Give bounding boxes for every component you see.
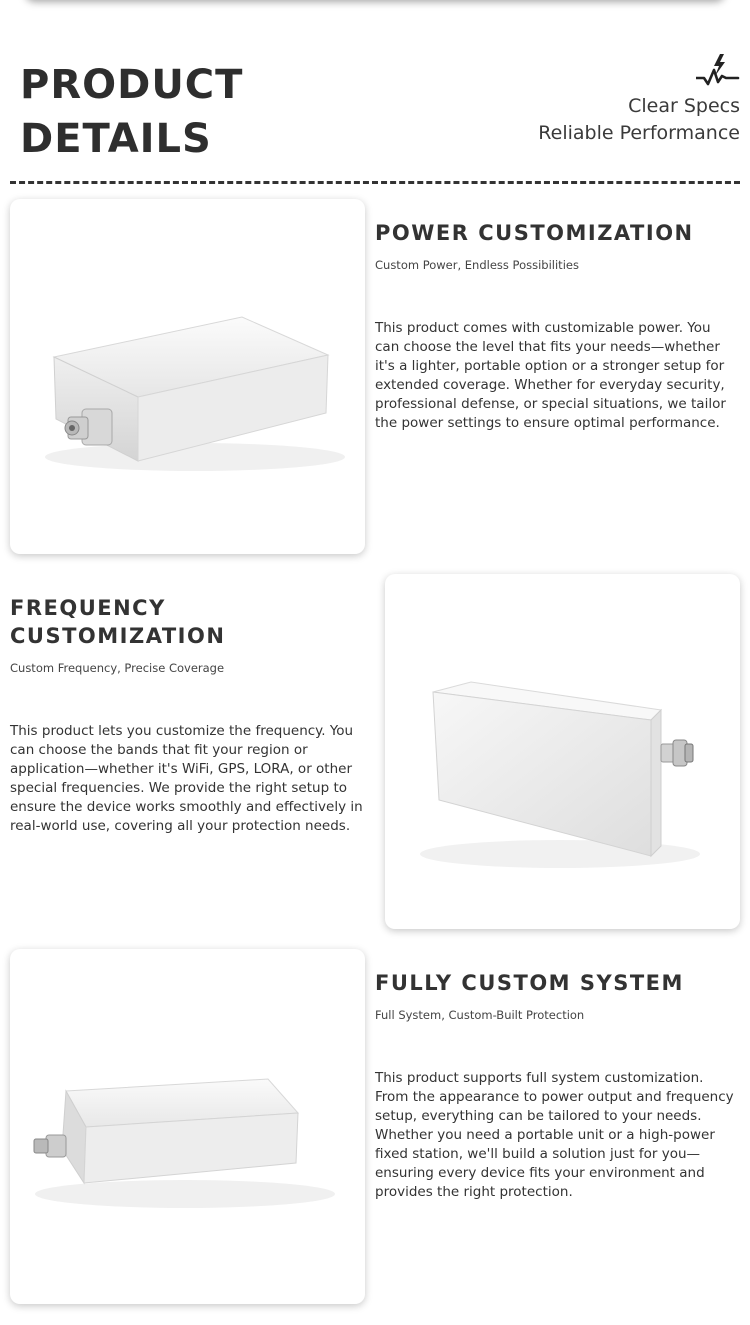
feature-frequency	[10, 594, 370, 836]
feature-full-system	[375, 969, 735, 1202]
feature-body: This product comes with customizable power. You can choose the level that fits your needs—whether it's a lighter, portable option or a stronger setup for extended coverage. Whether for everyday security, professional defense, or special situations, we tailor the power settings to ensure optimal performance.	[375, 320, 726, 431]
lightning-pulse-icon	[696, 52, 740, 88]
feature-body: This product lets you customize the frequency. You can choose the bands that fit your region or application—whether it's WiFi, GPS, LORA, or other special frequencies. We provide the right setup to ensure the device works smoothly and effectively in real-world use, covering all your protection needs.	[10, 723, 363, 834]
feature-heading: FULLY CUSTOM SYSTEM	[375, 971, 684, 995]
dashed-divider	[10, 181, 740, 184]
page-title: PRODUCT DETAILS	[20, 62, 244, 162]
feature-heading: FREQUENCY CUSTOMIZATION	[10, 596, 226, 648]
feature-power	[375, 219, 735, 433]
header-tagline-block	[538, 52, 740, 147]
feature-heading: POWER CUSTOMIZATION	[375, 221, 694, 245]
tagline: Clear Specs Reliable Performance	[538, 95, 740, 144]
power-customization-image	[10, 199, 365, 554]
feature-subheading: Custom Power, Endless Possibilities	[375, 258, 579, 272]
feature-body: This product supports full system customization. From the appearance to power output and frequency setup, everything can be tailored to your needs. Whether you need a portable unit or a high-power fixed station, we'll build a solution just for you—ensuring every device fits your environment and provides the right protection.	[375, 1070, 734, 1200]
frequency-customization-image	[385, 574, 740, 929]
feature-subheading: Full System, Custom-Built Protection	[375, 1008, 585, 1022]
full-system-image	[10, 949, 365, 1304]
feature-subheading: Custom Frequency, Precise Coverage	[10, 661, 225, 675]
